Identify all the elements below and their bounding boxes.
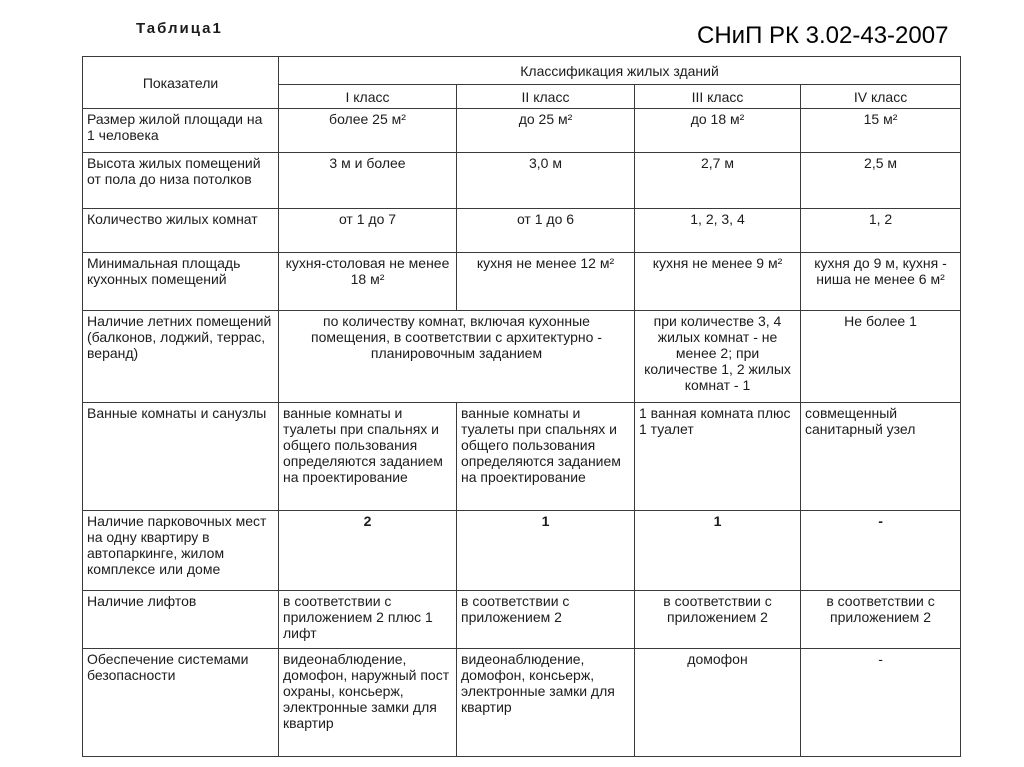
cell-parking-class-iii: 1 [635, 511, 801, 591]
cell-rooms-class-i: от 1 до 7 [279, 209, 457, 253]
cell-bathrooms-class-ii: ванные комнаты и туалеты при спальнях и общего пользования определяются заданием на проектирование [457, 403, 635, 511]
cell-security-class-ii: видеонаблюдение, домофон, консьерж, электронные замки для квартир [457, 649, 635, 757]
document-code: СНиП РК 3.02-43-2007 [697, 22, 949, 49]
cell-balconies-class-iv: Не более 1 [801, 311, 961, 403]
classification-header: Классификация жилых зданий [279, 57, 961, 85]
table-row [83, 153, 961, 209]
cell-security-class-i: видеонаблюдение, домофон, наружный пост охраны, консьерж, электронные замки для квартир [279, 649, 457, 757]
table-caption: Таблица1 [136, 20, 223, 37]
table-row [83, 591, 961, 649]
cell-security-class-iii: домофон [635, 649, 801, 757]
class-i-header: I класс [279, 85, 457, 109]
row-label-area: Размер жилой площади на 1 человека [83, 109, 279, 153]
cell-kitchen-class-iii: кухня не менее 9 м² [635, 253, 801, 311]
cell-elevators-class-i: в соответствии с приложением 2 плюс 1 лифт [279, 591, 457, 649]
row-label-security: Обеспечение системами безопасности [83, 649, 279, 757]
cell-elevators-class-iv: в соответствии с приложением 2 [801, 591, 961, 649]
row-label-balconies: Наличие летних помещений (балконов, лоджий, террас, веранд) [83, 311, 279, 403]
cell-parking-class-i: 2 [279, 511, 457, 591]
row-label-rooms: Количество жилых комнат [83, 209, 279, 253]
cell-balconies-class-iii: при количестве 3, 4 жилых комнат - не менее 2; при количестве 1, 2 жилых комнат - 1 [635, 311, 801, 403]
cell-balconies-class-i-ii: по количеству комнат, включая кухонные помещения, в соответствии с архитектурно - планировочным заданием [279, 311, 635, 403]
cell-height-class-i: 3 м и более [279, 153, 457, 209]
row-label-elevators: Наличие лифтов [83, 591, 279, 649]
cell-rooms-class-iv: 1, 2 [801, 209, 961, 253]
indicators-header: Показатели [83, 57, 279, 109]
cell-height-class-ii: 3,0 м [457, 153, 635, 209]
row-label-kitchen: Минимальная площадь кухонных помещений [83, 253, 279, 311]
cell-kitchen-class-i: кухня-столовая не менее 18 м² [279, 253, 457, 311]
table-row [83, 311, 961, 403]
cell-area-class-i: более 25 м² [279, 109, 457, 153]
cell-kitchen-class-ii: кухня не менее 12 м² [457, 253, 635, 311]
row-label-bathrooms: Ванные комнаты и санузлы [83, 403, 279, 511]
cell-elevators-class-ii: в соответствии с приложением 2 [457, 591, 635, 649]
cell-kitchen-class-iv: кухня до 9 м, кухня - ниша не менее 6 м² [801, 253, 961, 311]
table-row [83, 209, 961, 253]
table-row [83, 511, 961, 591]
cell-area-class-iv: 15 м² [801, 109, 961, 153]
cell-parking-class-iv: - [801, 511, 961, 591]
cell-rooms-class-iii: 1, 2, 3, 4 [635, 209, 801, 253]
cell-area-class-iii: до 18 м² [635, 109, 801, 153]
cell-height-class-iii: 2,7 м [635, 153, 801, 209]
cell-parking-class-ii: 1 [457, 511, 635, 591]
table-row [83, 403, 961, 511]
cell-bathrooms-class-iii: 1 ванная комната плюс 1 туалет [635, 403, 801, 511]
table-row [83, 109, 961, 153]
cell-bathrooms-class-iv: совмещенный санитарный узел [801, 403, 961, 511]
cell-rooms-class-ii: от 1 до 6 [457, 209, 635, 253]
cell-height-class-iv: 2,5 м [801, 153, 961, 209]
table-row [83, 649, 961, 757]
row-label-parking: Наличие парковочных мест на одну квартиру в автопаркинге, жилом комплексе или доме [83, 511, 279, 591]
class-ii-header: II класс [457, 85, 635, 109]
table-row [83, 253, 961, 311]
cell-security-class-iv: - [801, 649, 961, 757]
cell-bathrooms-class-i: ванные комнаты и туалеты при спальнях и общего пользования определяются заданием на проектирование [279, 403, 457, 511]
classification-table [82, 56, 961, 757]
row-label-height: Высота жилых помещений от пола до низа потолков [83, 153, 279, 209]
class-iv-header: IV класс [801, 85, 961, 109]
class-iii-header: III класс [635, 85, 801, 109]
cell-elevators-class-iii: в соответствии с приложением 2 [635, 591, 801, 649]
cell-area-class-ii: до 25 м² [457, 109, 635, 153]
